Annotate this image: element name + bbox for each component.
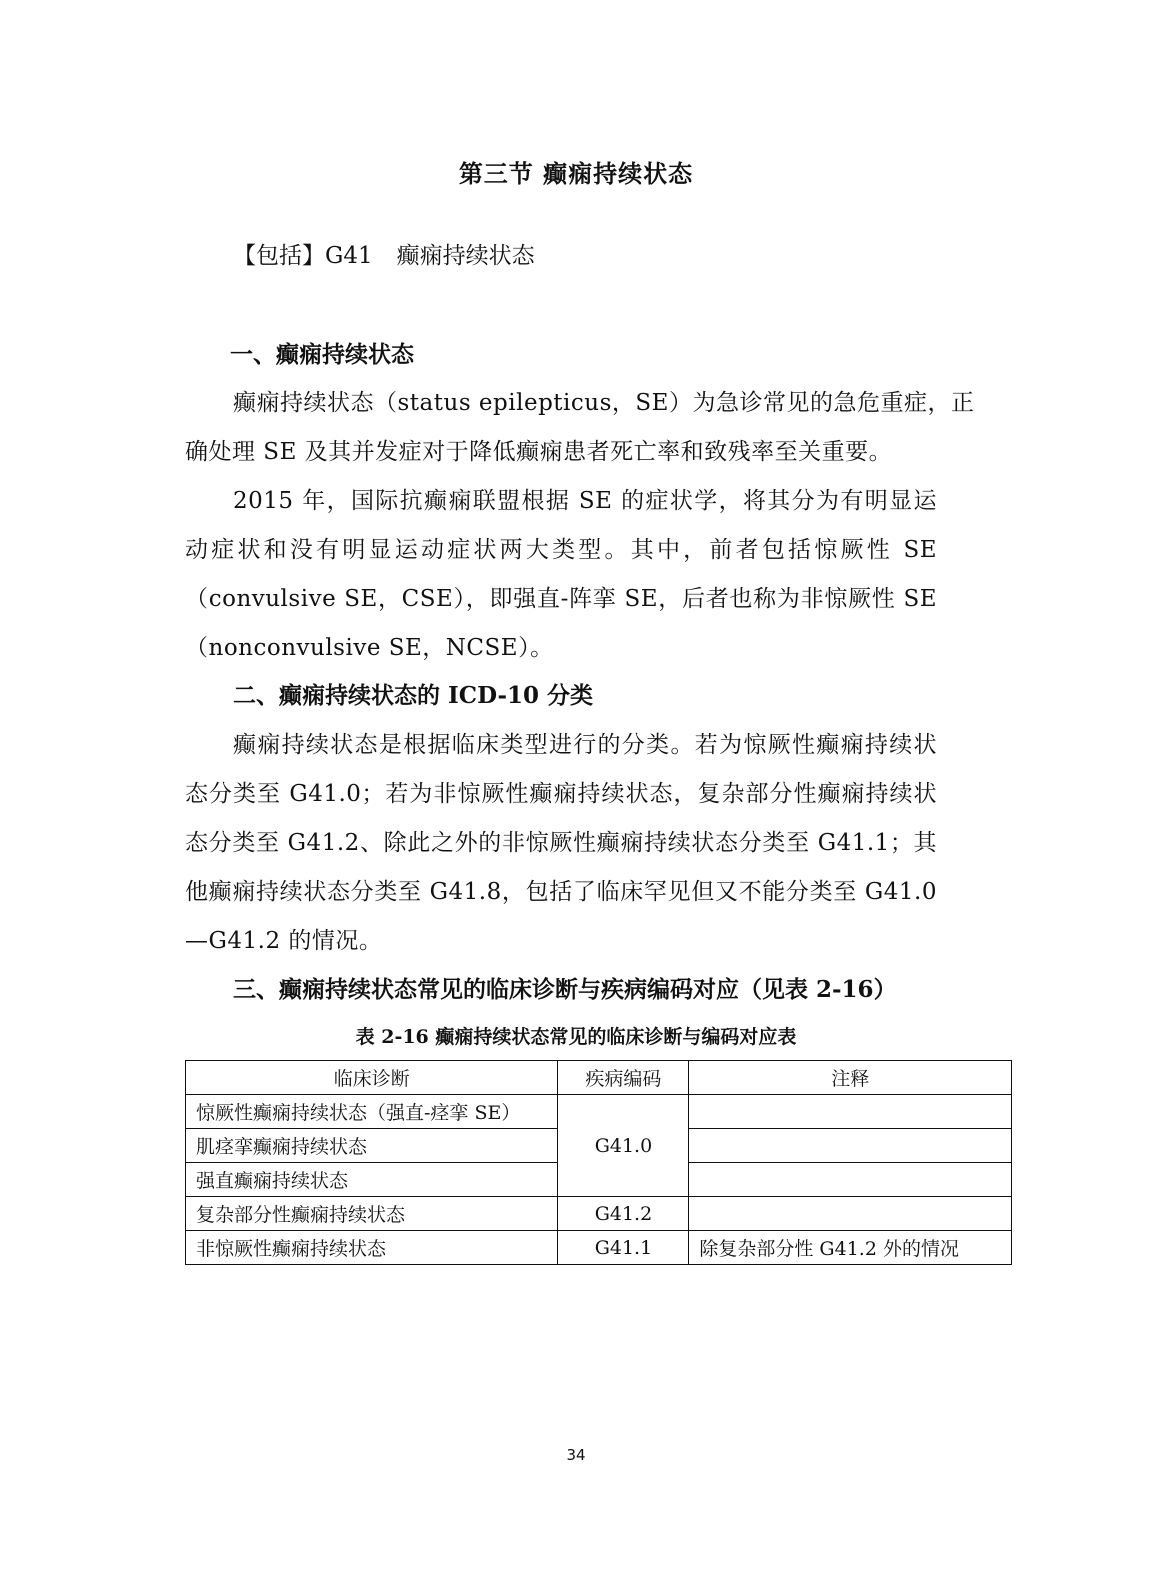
cell-note [689,1129,1012,1163]
table-caption: 表 2-16 癫痫持续状态常见的临床诊断与编码对应表 [355,1026,797,1048]
cell-diagnosis: 肌痉挛癫痫持续状态 [186,1129,558,1163]
header-diagnosis: 临床诊断 [186,1061,558,1095]
table-row [186,1095,1012,1129]
cell-note: 除复杂部分性 G41.2 外的情况 [689,1231,1012,1265]
paragraph-3-line-3-wrap [185,824,937,857]
paragraph-1-line-1: 癫痫持续状态（status epilepticus，SE）为急诊常见的急危重症，正 [233,390,975,416]
page-number: 34 [566,1446,586,1464]
paragraph-3-line-2-wrap [185,775,937,808]
include-text: 癫痫持续状态 [396,243,535,269]
header-code: 疾病编码 [558,1061,689,1095]
paragraph-3-line-1: 癫痫持续状态是根据临床类型进行的分类。若为惊厥性癫痫持续状 [233,732,937,758]
paragraph-3 [185,726,937,759]
paragraph-2-line-4: （nonconvulsive SE，NCSE）。 [185,635,554,661]
cell-diagnosis: 惊厥性癫痫持续状态（强直-痉挛 SE） [186,1095,558,1129]
paragraph-3-line-4-wrap [185,873,937,906]
include-label: 【包括】G41 [233,243,373,269]
heading-1: 一、癫痫持续状态 [230,341,414,368]
paragraph-1-line-2: 确处理 SE 及其并发症对于降低癫痫患者死亡率和致残率至关重要。 [185,439,893,465]
paragraph-2-line-1: 2015 年，国际抗癫痫联盟根据 SE 的症状学，将其分为有明显运 [233,488,937,514]
heading-3: 三、癫痫持续状态常见的临床诊断与疾病编码对应（见表 2-16） [233,976,897,1003]
paragraph-2-line-2-wrap [185,531,937,564]
paragraph-3-line-3: 态分类至 G41.2、除此之外的非惊厥性癫痫持续状态分类至 G41.1；其 [185,830,937,856]
cell-code: G41.1 [558,1231,689,1265]
cell-diagnosis: 强直癫痫持续状态 [186,1163,558,1197]
cell-diagnosis: 非惊厥性癫痫持续状态 [186,1231,558,1265]
header-note: 注释 [689,1061,1012,1095]
paragraph-2-line-3: （convulsive SE，CSE），即强直-阵挛 SE，后者也称为非惊厥性 SE [185,586,937,612]
section-title: 第三节 癫痫持续状态 [458,159,694,188]
include-line [233,237,535,270]
table-header-row [186,1061,1012,1095]
paragraph-2-line-2: 动症状和没有明显运动症状两大类型。其中，前者包括惊厥性 SE [185,537,937,563]
cell-code: G41.0 [558,1095,689,1197]
heading-2: 二、癫痫持续状态的 ICD-10 分类 [233,682,594,709]
paragraph-1 [185,384,975,417]
paragraph-3-line-2: 态分类至 G41.0；若为非惊厥性癫痫持续状态，复杂部分性癫痫持续状 [185,781,937,807]
cell-note [689,1095,1012,1129]
paragraph-2 [185,482,937,515]
cell-note [689,1163,1012,1197]
table-row [186,1231,1012,1265]
table-row [186,1197,1012,1231]
paragraph-2-line-3-wrap [185,580,937,613]
cell-code: G41.2 [558,1197,689,1231]
diagnosis-code-table [185,1060,1012,1265]
paragraph-3-line-4: 他癫痫持续状态分类至 G41.8，包括了临床罕见但又不能分类至 G41.0 [185,879,937,905]
paragraph-3-line-5: —G41.2 的情况。 [185,928,383,954]
cell-diagnosis: 复杂部分性癫痫持续状态 [186,1197,558,1231]
cell-note [689,1197,1012,1231]
